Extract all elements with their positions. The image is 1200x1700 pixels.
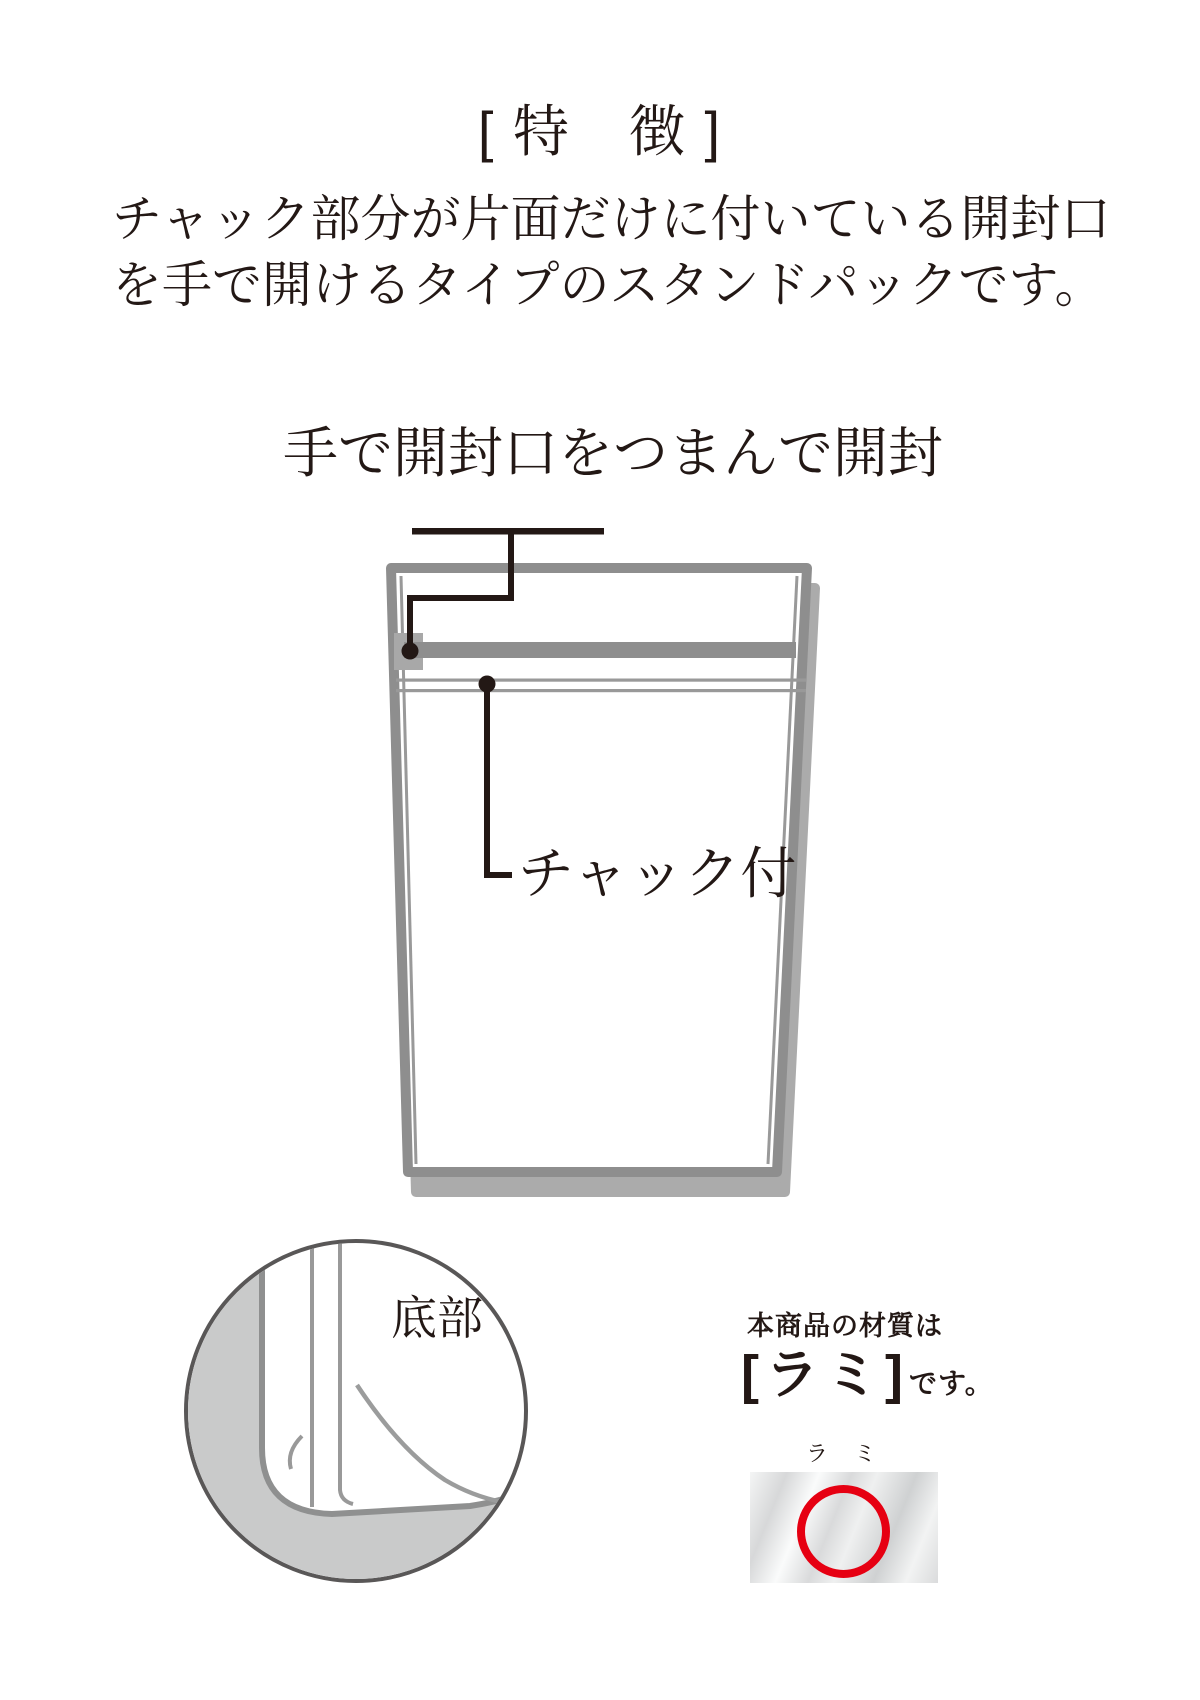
material-value [741,1345,994,1405]
material-value-bracket: [ラミ] [741,1345,909,1405]
pinch-label-underline [412,528,604,535]
feature-description-line2: を手で開けるタイプのスタンドパックです。 [112,257,1105,313]
material-sample-label: ラ ミ [806,1441,879,1466]
material-value-suffix: です。 [908,1368,994,1399]
page-title: [ 特 徴 ] [477,100,723,163]
feature-description-line1: チャック部分が片面だけに付いている開封口 [112,191,1111,247]
zipper-label: チャック付 [518,842,797,905]
pinch-open-label: 手で開封口をつまんで開封 [283,422,944,484]
material-heading: 本商品の材質は [747,1311,943,1341]
zipper-line-top [396,679,806,682]
opening-strip [404,642,796,658]
circle-mark-icon [797,1485,890,1578]
bottom-detail-label: 底部 [391,1292,483,1344]
feature-description [112,186,1111,318]
zipper-line-bottom [396,689,806,692]
bottom-detail-view [180,1230,580,1610]
pinch-point-dot [402,643,419,660]
